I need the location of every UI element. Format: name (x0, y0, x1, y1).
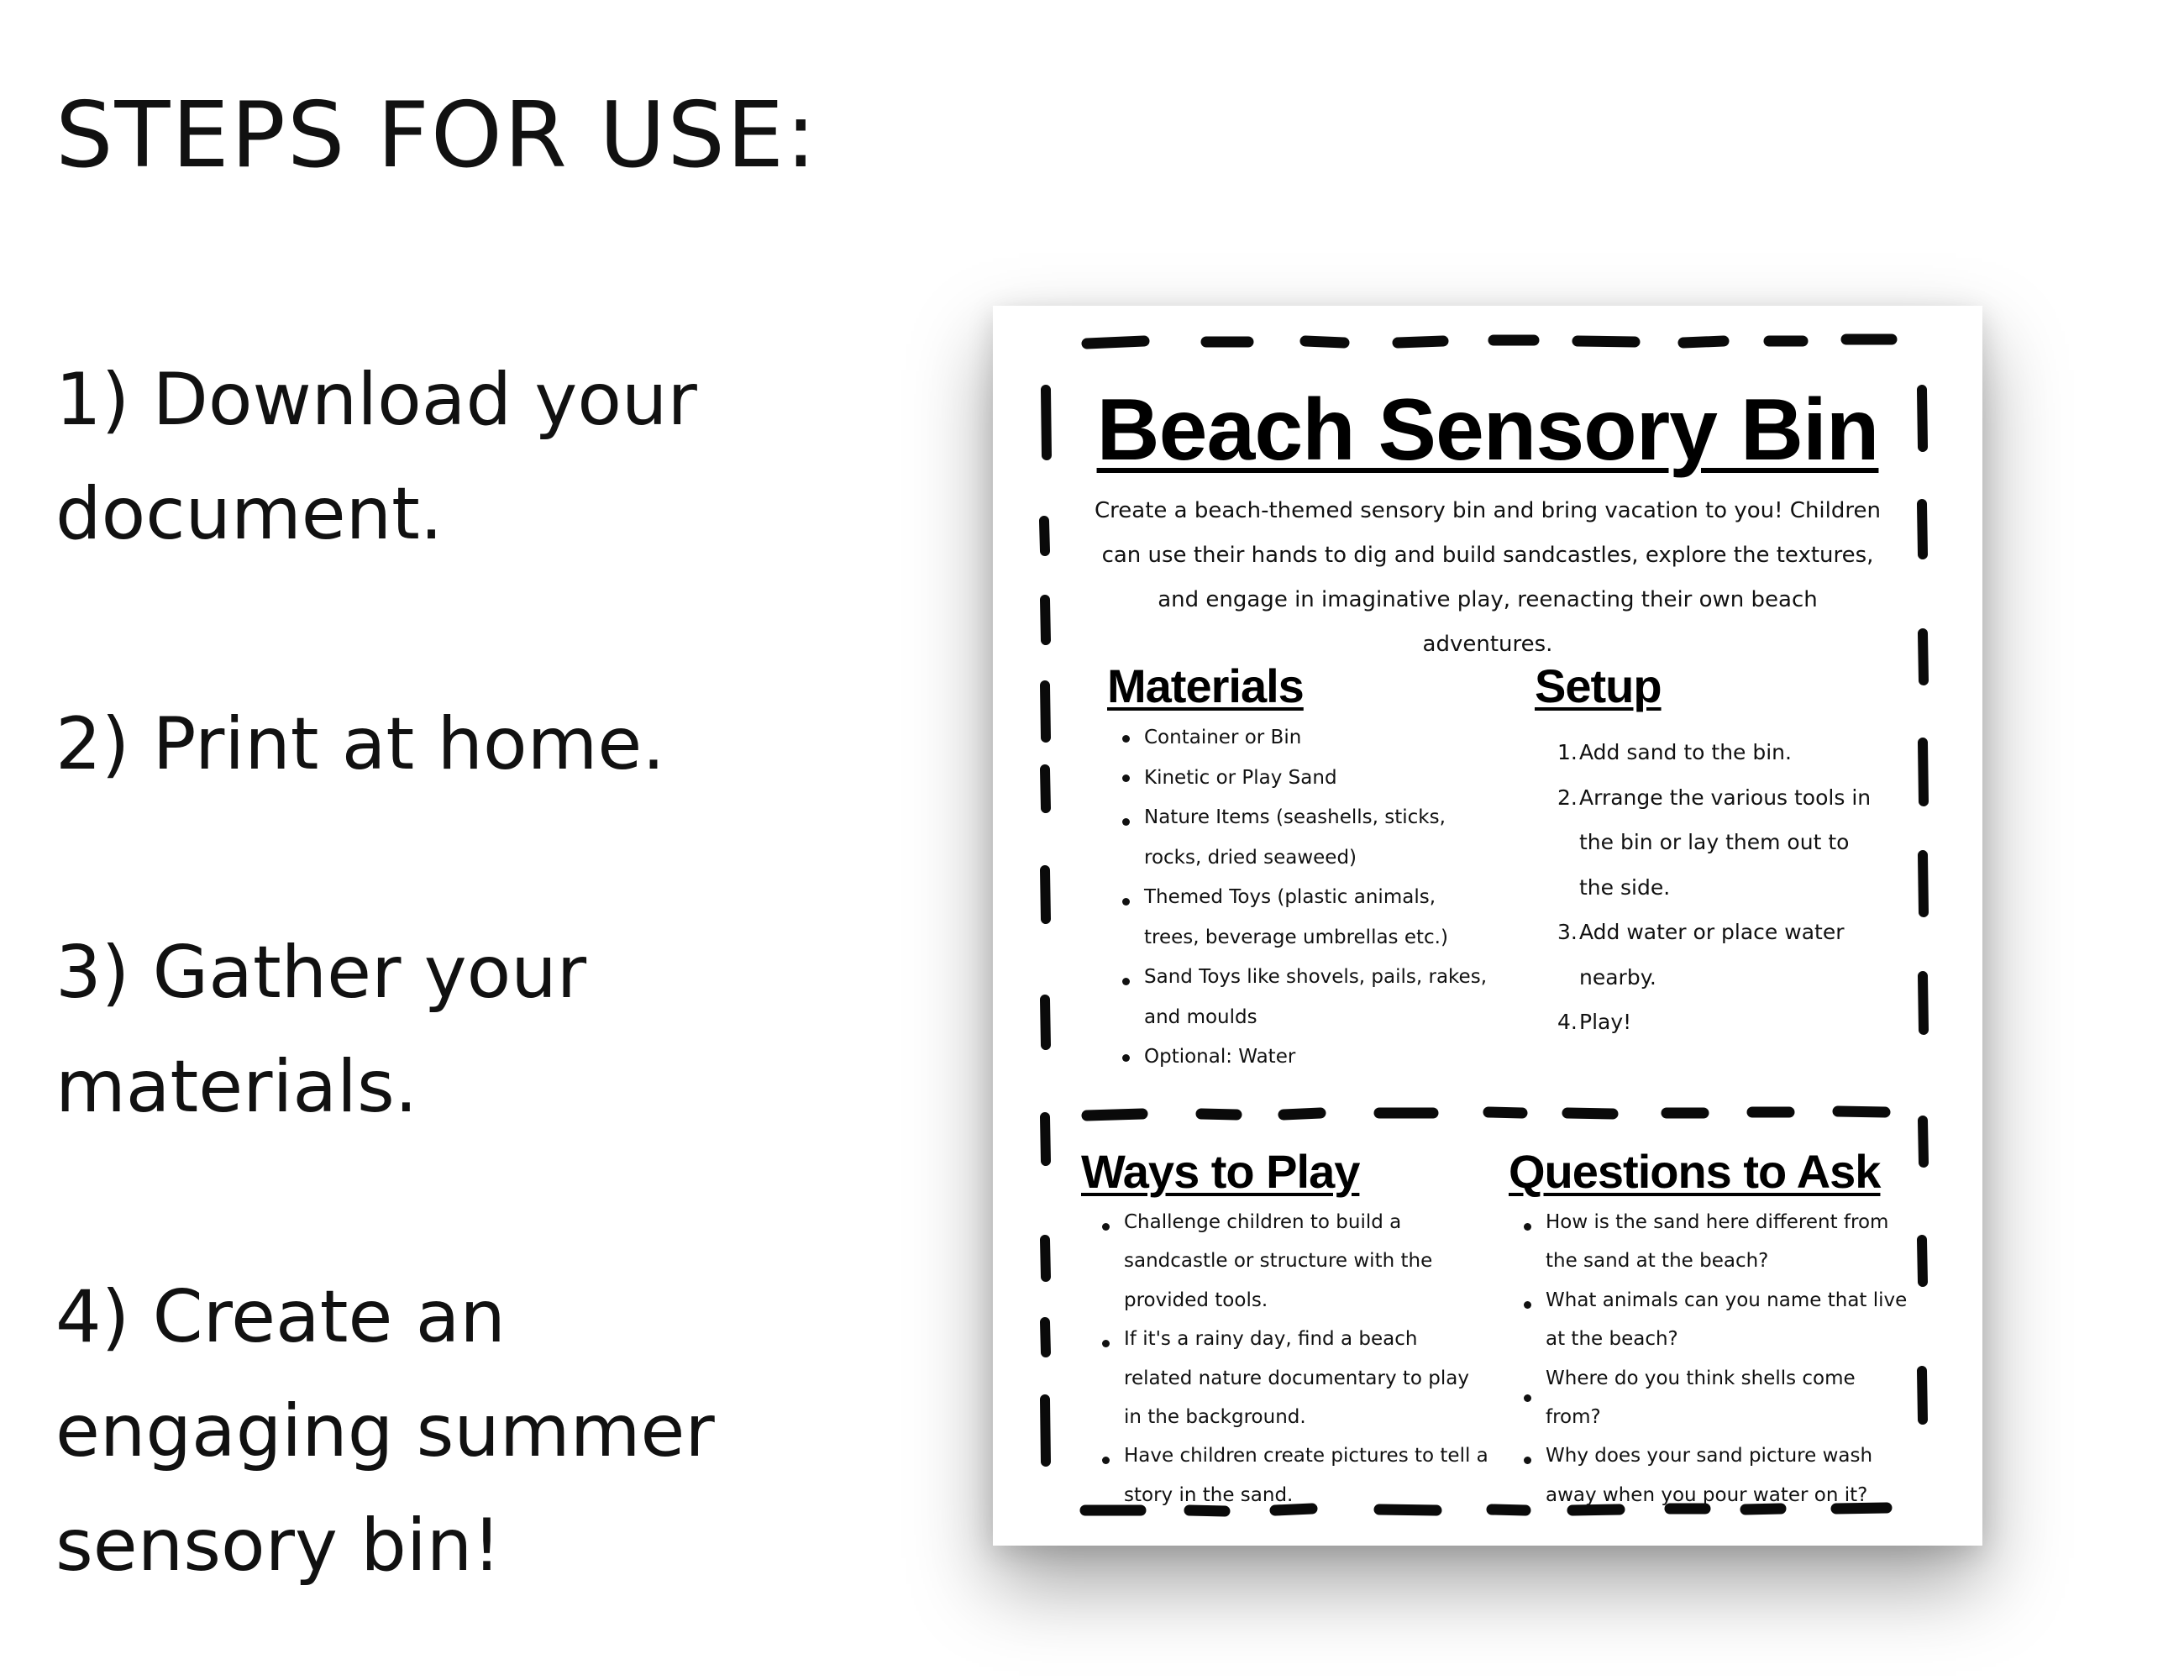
step-download: 1) Download your document. (55, 358, 697, 556)
questions-list (1524, 1203, 1910, 1515)
step-gather: 3) Gather your materials. (55, 931, 587, 1129)
step-text: Play! (1579, 1010, 1632, 1034)
worksheet-title-text: Beach Sensory Bin (1096, 381, 1879, 479)
step-text: Add water or place water nearby. (1579, 920, 1845, 990)
setup-list (1557, 730, 1885, 1045)
steps-title: STEPS FOR USE: (55, 83, 818, 188)
step-create: 4) Create an engaging summer sensory bin! (55, 1275, 715, 1588)
list-item: If it's a rainy day, find a beach related nature documentary to play in the background. (1102, 1320, 1488, 1436)
materials-heading: Materials (1107, 659, 1304, 712)
step-text: Add sand to the bin. (1579, 740, 1792, 764)
list-item: Nature Items (seashells, sticks, rocks, dried seaweed) (1122, 798, 1492, 878)
list-item: How is the sand here different from the sand at the beach? (1524, 1203, 1910, 1281)
list-item (1557, 730, 1885, 775)
list-item: Challenge children to build a sandcastle or structure with the provided tools. (1102, 1203, 1488, 1320)
list-item (1557, 1000, 1885, 1045)
list-item: Themed Toys (plastic animals, trees, beverage umbrellas etc.) (1122, 878, 1492, 958)
questions-heading: Questions to Ask (1509, 1145, 1881, 1198)
step-number: 1. (1557, 740, 1578, 764)
list-item: Kinetic or Play Sand (1122, 759, 1492, 799)
step-number: 3. (1557, 920, 1578, 944)
step-print: 2) Print at home. (55, 702, 665, 786)
setup-heading: Setup (1535, 659, 1662, 712)
materials-list (1122, 718, 1492, 1078)
step-text: Arrange the various tools in the bin or lay them out to the side. (1579, 785, 1872, 900)
step-number: 2. (1557, 785, 1578, 810)
list-item: What animals can you name that live at the beach? (1524, 1281, 1910, 1359)
list-item: Have children create pictures to tell a story in the sand. (1102, 1436, 1488, 1515)
step-number: 4. (1557, 1010, 1578, 1034)
list-item (1557, 910, 1885, 1000)
list-item (1557, 775, 1885, 911)
list-item: Optional: Water (1122, 1037, 1492, 1078)
list-item: Why does your sand picture wash away when you pour water on it? (1524, 1436, 1910, 1515)
list-item: Sand Toys like shovels, pails, rakes, and moulds (1122, 958, 1492, 1037)
list-item: Where do you think shells come from? (1524, 1359, 1910, 1437)
worksheet-preview (993, 306, 1982, 1546)
worksheet-intro: Create a beach-themed sensory bin and bring vacation to you! Children can use their hands to dig and build sandcastles, explore the textures, and engage in imaginative play, reenacting their own beach adventures. (1095, 498, 1881, 657)
ways-to-play-heading: Ways to Play (1081, 1145, 1360, 1198)
list-item: Container or Bin (1122, 718, 1492, 759)
ways-to-play-list (1102, 1203, 1488, 1515)
worksheet-title (993, 383, 1982, 477)
